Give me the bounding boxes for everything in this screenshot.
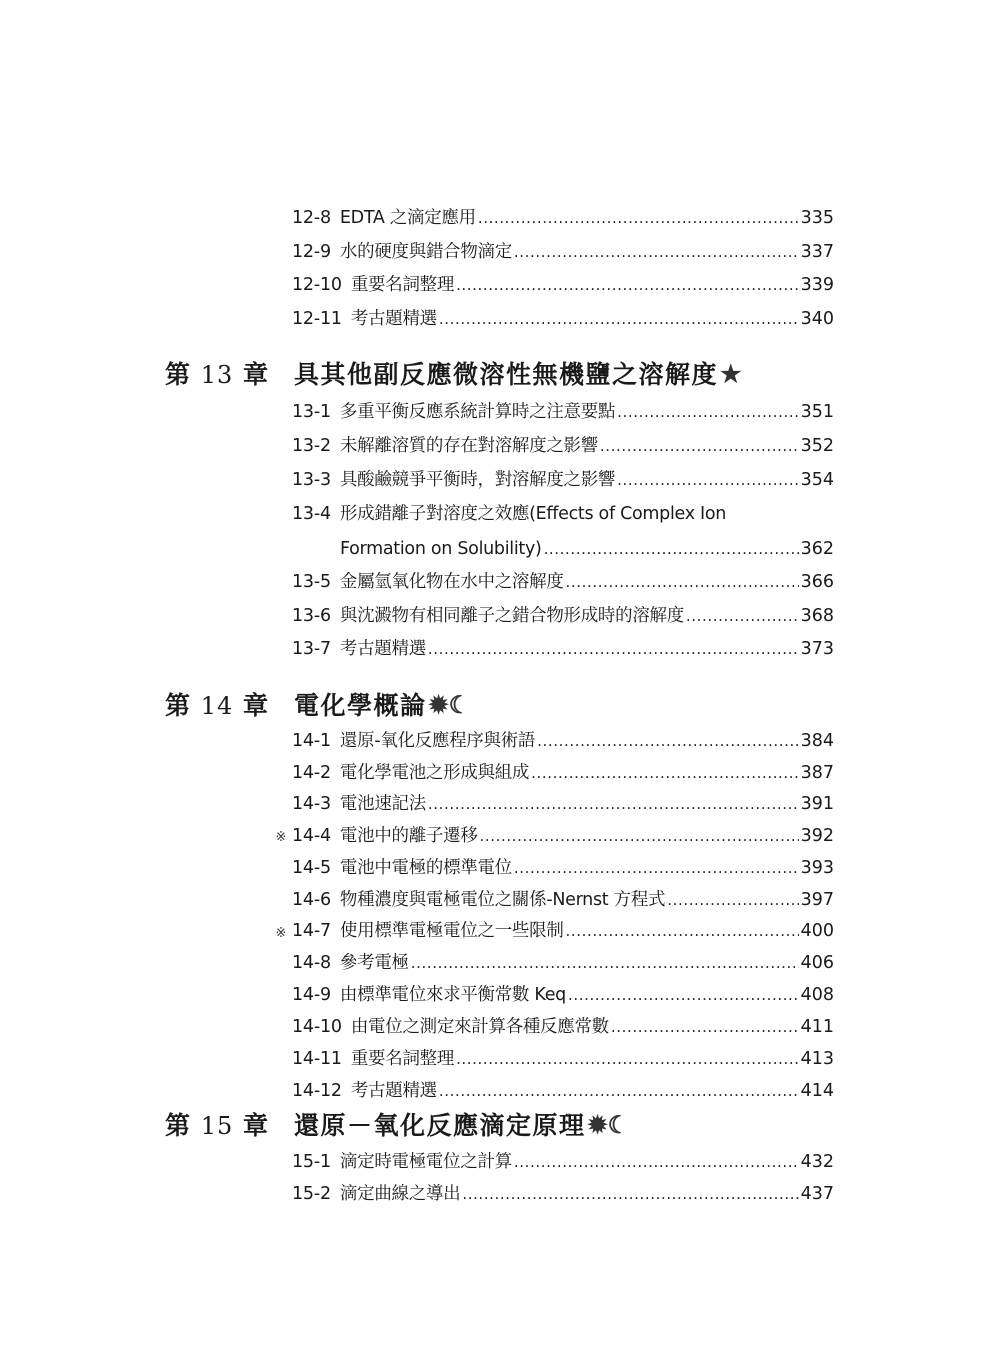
entry-number: 14-10: [292, 1017, 342, 1037]
toc-entry-12-11: [292, 304, 834, 334]
entry-number: 15-1: [292, 1152, 331, 1172]
dot-leader: [478, 203, 799, 233]
entry-number: 14-11: [292, 1049, 342, 1069]
dot-leader: [566, 567, 799, 597]
chapter-title: 還原－氧化反應滴定原理: [294, 1111, 586, 1140]
chapter-prefix: 第: [165, 360, 192, 389]
entry-page: 337: [800, 242, 834, 262]
entry-title: 滴定曲線之導出: [339, 1184, 461, 1204]
toc-entry-14-3: [292, 789, 834, 819]
chapter-suffix: 章: [243, 1111, 270, 1140]
reference-mark-icon: ※: [275, 926, 287, 941]
chapter-number: 15: [200, 1112, 234, 1140]
entry-number: 14-12: [292, 1081, 342, 1101]
toc-entry-13-6: [292, 601, 834, 631]
entry-title: 水的硬度與錯合物滴定: [339, 242, 512, 262]
entry-page: 335: [800, 208, 834, 228]
dot-leader: [428, 789, 799, 819]
entry-page: 366: [800, 572, 834, 592]
chapter-title: 電化學概論: [294, 691, 427, 720]
chapter-suffix: 章: [243, 360, 270, 389]
entry-number: 14-8: [292, 953, 331, 973]
entry-title: 形成錯離子對溶度之效應(Effects of Complex Ion: [339, 504, 727, 524]
entry-page: 397: [800, 890, 834, 910]
toc-entry-13-2: [292, 431, 834, 461]
toc-entry-13-3: [292, 465, 834, 495]
entry-number: 14-1: [292, 731, 331, 751]
dot-leader: [667, 885, 798, 915]
entry-title: 重要名詞整理: [350, 1049, 455, 1069]
entry-page: 437: [800, 1184, 834, 1204]
entry-title: 重要名詞整理: [350, 275, 455, 295]
entry-number: 14-6: [292, 890, 331, 910]
entry-page: 352: [800, 436, 834, 456]
dot-leader: [411, 948, 799, 978]
toc-entry-12-10: [292, 270, 834, 300]
entry-title: 滴定時電極電位之計算: [339, 1152, 512, 1172]
entry-number: 14-4: [292, 826, 331, 846]
dot-leader: [456, 270, 799, 300]
chapter-title: 具其他副反應微溶性無機鹽之溶解度: [294, 360, 719, 389]
entry-title: 多重平衡反應系統計算時之注意要點: [339, 402, 616, 422]
entry-page: 392: [800, 826, 834, 846]
entry-number: 13-3: [292, 470, 331, 490]
entry-number: 13-6: [292, 606, 331, 626]
dot-leader: [611, 1012, 799, 1042]
entry-page: 391: [800, 794, 834, 814]
toc-entry-14-6: [292, 885, 834, 915]
entry-title: 未解離溶質的存在對溶解度之影響: [339, 436, 598, 456]
dot-leader: [514, 1147, 799, 1177]
entry-number: 12-10: [292, 275, 342, 295]
entry-page: 408: [800, 985, 834, 1005]
entry-page: 387: [800, 763, 834, 783]
entry-title: 電池中電極的標準電位: [339, 858, 512, 878]
reference-mark-icon: ※: [275, 830, 287, 845]
dot-leader: [544, 534, 799, 564]
toc-entry-15-2: [292, 1179, 834, 1209]
toc-entry-14-1: [292, 726, 834, 756]
toc-entry-14-8: [292, 948, 834, 978]
entry-page: 413: [800, 1049, 834, 1069]
entry-page: 411: [800, 1017, 834, 1037]
dot-leader: [514, 237, 799, 267]
entry-title: 與沈澱物有相同離子之錯合物形成時的溶解度: [339, 606, 684, 626]
chapter-suffix: 章: [243, 691, 270, 720]
entry-page: 414: [800, 1081, 834, 1101]
entry-title: 由電位之測定來計算各種反應常數: [350, 1017, 609, 1037]
entry-page: 351: [800, 402, 834, 422]
entry-title: 使用標準電極電位之一些限制: [339, 921, 564, 941]
entry-title: 考古題精選: [350, 309, 437, 329]
dot-leader: [686, 601, 799, 631]
entry-page: 432: [800, 1152, 834, 1172]
sun-moon-icon: ✹☾: [428, 689, 471, 719]
entry-number: 13-1: [292, 402, 331, 422]
chapter-14-heading: [165, 684, 470, 724]
dot-leader: [537, 726, 798, 756]
chapter-number: 14: [200, 692, 234, 720]
dot-leader: [600, 431, 799, 461]
entry-page: 393: [800, 858, 834, 878]
entry-title: EDTA 之滴定應用: [339, 208, 476, 228]
dot-leader: [617, 397, 798, 427]
chapter-label: [165, 1106, 279, 1142]
chapter-number: 13: [200, 361, 234, 389]
entry-number: 12-9: [292, 242, 331, 262]
dot-leader: [566, 916, 799, 946]
dot-leader: [456, 1044, 799, 1074]
chapter-label: [165, 686, 279, 722]
toc-entry-14-10: [292, 1012, 834, 1042]
entry-number: 14-3: [292, 794, 331, 814]
entry-number: 14-9: [292, 985, 331, 1005]
toc-entry-14-11: [292, 1044, 834, 1074]
chapter-prefix: 第: [165, 691, 192, 720]
toc-entry-12-8: [292, 203, 834, 233]
toc-entry-14-4: [292, 821, 834, 851]
entry-title: 考古題精選: [339, 639, 426, 659]
dot-leader: [514, 853, 799, 883]
entry-page: 368: [800, 606, 834, 626]
dot-leader: [439, 1076, 799, 1106]
sun-moon-icon: ✹☾: [587, 1109, 630, 1139]
entry-title: 考古題精選: [350, 1081, 437, 1101]
entry-title: 電化學電池之形成與組成: [339, 763, 530, 783]
toc-entry-14-7: [292, 916, 834, 946]
entry-page: 340: [800, 309, 834, 329]
entry-number: 13-5: [292, 572, 331, 592]
toc-entry-14-5: [292, 853, 834, 883]
entry-title: 具酸鹼競爭平衡時，對溶解度之影響: [339, 470, 616, 490]
entry-title: Formation on Solubility): [340, 539, 542, 559]
entry-title: 還原-氧化反應程序與術語: [339, 731, 536, 751]
toc-entry-13-7: [292, 634, 834, 664]
entry-number: 14-2: [292, 763, 331, 783]
dot-leader: [439, 304, 799, 334]
toc-entry-14-12: [292, 1076, 834, 1106]
entry-title: 物種濃度與電極電位之關係-Nernst 方程式: [339, 890, 666, 910]
chapter-15-heading: [165, 1104, 629, 1144]
entry-title: 參考電極: [339, 953, 409, 973]
dot-leader: [480, 821, 799, 851]
dot-leader: [462, 1179, 798, 1209]
chapter-13-heading: [165, 353, 742, 393]
toc-entry-13-4: [292, 499, 834, 529]
toc-entry-13-5: [292, 567, 834, 597]
entry-title: 由標準電位來求平衡常數 Keq: [339, 985, 566, 1005]
toc-entry-14-2: [292, 758, 834, 788]
entry-number: 14-7: [292, 921, 331, 941]
entry-page: 354: [800, 470, 834, 490]
entry-page: 406: [800, 953, 834, 973]
toc-entry-14-9: [292, 980, 834, 1010]
toc-entry-12-9: [292, 237, 834, 267]
dot-leader: [617, 465, 798, 495]
entry-page: 362: [800, 539, 834, 559]
entry-number: 12-11: [292, 309, 342, 329]
entry-page: 339: [800, 275, 834, 295]
chapter-label: [165, 355, 279, 391]
entry-title: 電池速記法: [339, 794, 426, 814]
entry-number: 14-5: [292, 858, 331, 878]
dot-leader: [531, 758, 798, 788]
toc-entry-15-1: [292, 1147, 834, 1177]
entry-page: 384: [800, 731, 834, 751]
entry-number: 12-8: [292, 208, 331, 228]
entry-number: 13-7: [292, 639, 331, 659]
dot-leader: [428, 634, 799, 664]
star-icon: ★: [720, 358, 742, 388]
entry-page: 400: [800, 921, 834, 941]
dot-leader: [568, 980, 799, 1010]
toc-entry-13-1: [292, 397, 834, 427]
entry-number: 15-2: [292, 1184, 331, 1204]
chapter-prefix: 第: [165, 1111, 192, 1140]
entry-title: 金屬氫氧化物在水中之溶解度: [339, 572, 564, 592]
entry-number: 13-2: [292, 436, 331, 456]
toc-entry-13-4-continued: [292, 534, 834, 564]
entry-title: 電池中的離子遷移: [339, 826, 478, 846]
entry-page: 373: [800, 639, 834, 659]
entry-number: 13-4: [292, 504, 331, 524]
